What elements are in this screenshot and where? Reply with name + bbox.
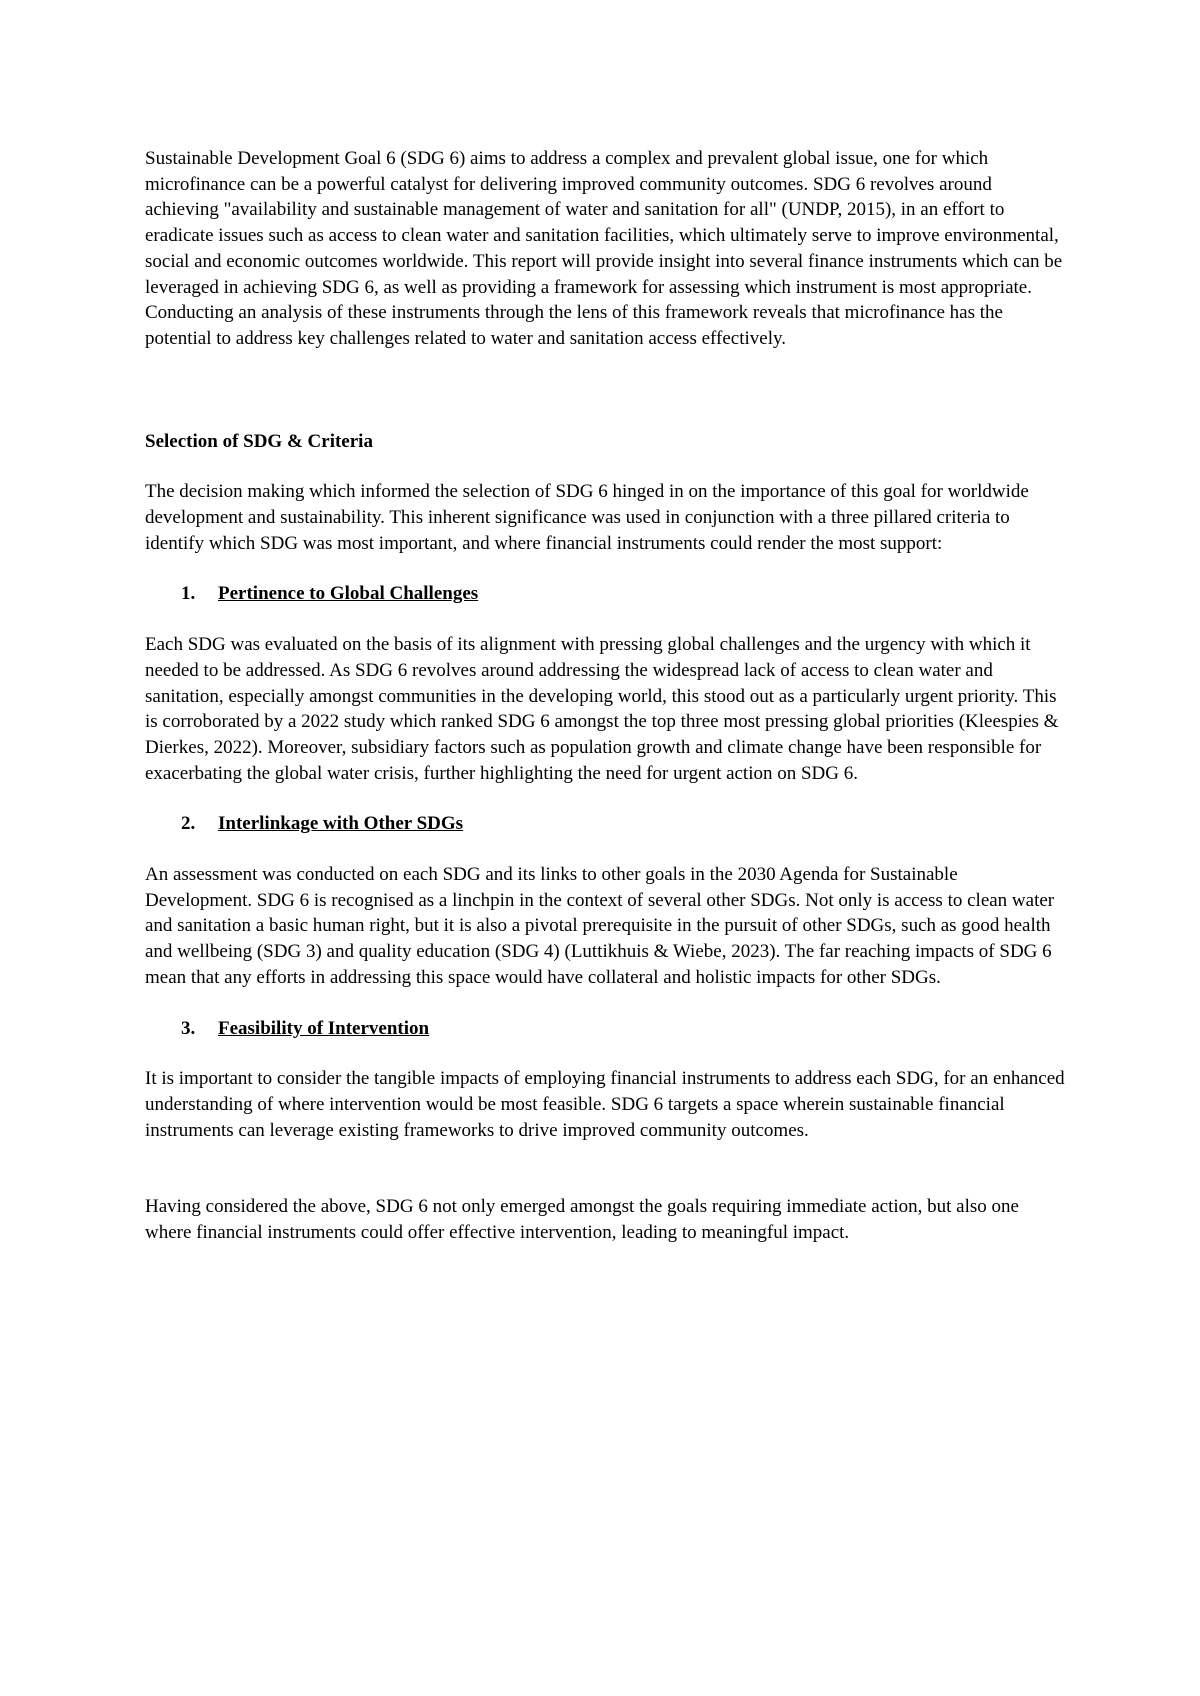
criterion-title: Pertinence to Global Challenges: [218, 583, 479, 605]
document-body: [145, 146, 1065, 1246]
criterion-number: 2.: [181, 813, 196, 835]
criterion-heading-2: [145, 811, 1065, 837]
criterion-title: Feasibility of Intervention: [218, 1017, 430, 1039]
criterion-number: 3.: [181, 1017, 196, 1039]
criterion-heading-3: [145, 1016, 1065, 1042]
section-intro-paragraph: The decision making which informed the selection of SDG 6 hinged in on the importance of this goal for worldwide development and sustainability. This inherent significance was used in conjunction with a three pillared criteria to identify which SDG was most important, and where financial instruments could render the most support:: [145, 481, 1029, 554]
criterion-body-2: An assessment was conducted on each SDG and its links to other goals in the 2030 Agenda for Sustainable Development. SDG 6 is recognised as a linchpin in the context of several other SDGs. Not only is access to clean water and sanitation a basic human right, but it is also a pivotal prerequisite in the pursuit of other SDGs, such as good health and wellbeing (SDG 3) and quality education (SDG 4) (Luttikhuis & Wiebe, 2023). The far reaching impacts of SDG 6 mean that any efforts in addressing this space would have collateral and holistic impacts for other SDGs.: [145, 864, 1055, 988]
criterion-body-1: Each SDG was evaluated on the basis of its alignment with pressing global challenges and the urgency with which it needed to be addressed. As SDG 6 revolves around addressing the widespread lack of access to clean water and sanitation, especially amongst communities in the developing world, this stood out as a particularly urgent priority. This is corroborated by a 2022 study which ranked SDG 6 amongst the top three most pressing global priorities (Kleespies & Dierkes, 2022). Moreover, subsidiary factors such as population growth and climate change have been responsible for exacerbating the global water crisis, further highlighting the need for urgent action on SDG 6.: [145, 634, 1059, 784]
criterion-body-3: It is important to consider the tangible impacts of employing financial instruments to address each SDG, for an enhanced understanding of where intervention would be most feasible. SDG 6 targets a space wherein sustainable financial instruments can leverage existing frameworks to drive improved community outcomes.: [145, 1068, 1065, 1141]
conclusion-paragraph: Having considered the above, SDG 6 not only emerged amongst the goals requiring immediate action, but also one where financial instruments could offer effective intervention, leading to meaningful impact.: [145, 1196, 1019, 1244]
criterion-title: Interlinkage with Other SDGs: [218, 813, 464, 835]
criterion-number: 1.: [181, 583, 196, 605]
section-heading: Selection of SDG & Criteria: [145, 430, 373, 452]
intro-paragraph: Sustainable Development Goal 6 (SDG 6) aims to address a complex and prevalent global issue, one for which microfinance can be a powerful catalyst for delivering improved community outcomes. SDG 6 revolves around achieving "availability and sustainable management of water and sanitation for all" (UNDP, 2015), in an effort to eradicate issues such as access to clean water and sanitation facilities, which ultimately serve to improve environmental, social and economic outcomes worldwide. This report will provide insight into several finance instruments which can be leveraged in achieving SDG 6, as well as providing a framework for assessing which instrument is most appropriate. Conducting an analysis of these instruments through the lens of this framework reveals that microfinance has the potential to address key challenges related to water and sanitation access effectively.: [145, 148, 1063, 349]
criterion-heading-1: [145, 581, 1065, 607]
